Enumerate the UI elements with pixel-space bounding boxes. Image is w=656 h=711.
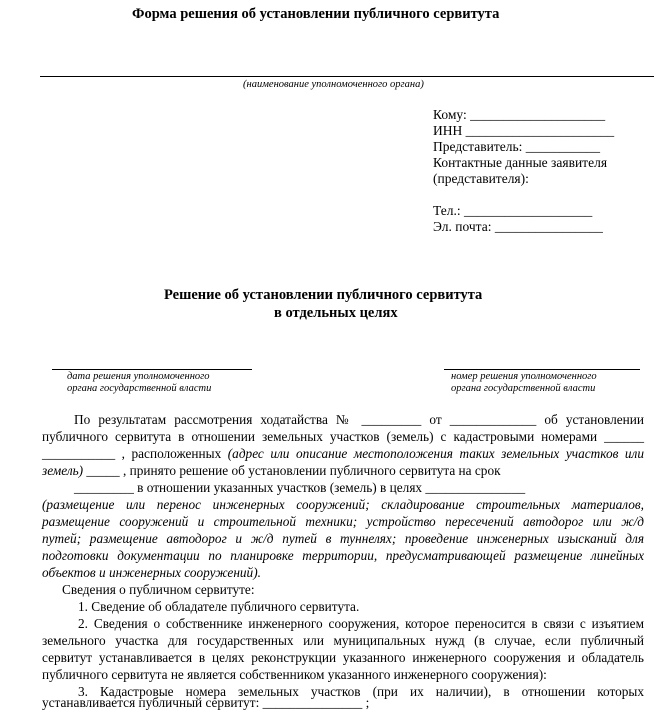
item-2-line: земельного участка для государственных или муниципальных нужд (в случае, если публичный bbox=[42, 633, 644, 648]
body-line: _________ в отношении указанных участков (земель) в целях _______________ bbox=[74, 480, 526, 495]
body-text: ___________ , расположенных bbox=[42, 446, 228, 461]
item-2-line: публичного сервитута не является собственником указанного инженерного сооружения): bbox=[42, 667, 547, 682]
body-text-italic: (адрес или описание местоположения таких земельных участков или bbox=[227, 446, 644, 461]
inn-field: ИНН ______________________ bbox=[433, 123, 615, 138]
item-3-line: устанавливается публичный сервитут: _______________ ; bbox=[42, 695, 370, 710]
purpose-line: объектов и инженерных сооружений). bbox=[42, 565, 261, 580]
contact-label-cont: (представителя): bbox=[433, 171, 529, 186]
purpose-line: путей; размещение автодорог и ж/д путей в туннелях; проведение инженерных изысканий для bbox=[42, 531, 644, 546]
body-line: По результатам рассмотрения ходатайства № _________ от _____________ об установлении bbox=[74, 412, 644, 427]
number-line bbox=[444, 369, 640, 370]
body-text: _____ , принято решение об установлении публичного сервитута на срок bbox=[83, 463, 501, 478]
body-line bbox=[42, 445, 644, 462]
item-2: 2. Сведения о собственнике инженерного сооружения, которое переносится в связи с изъятием bbox=[78, 616, 644, 631]
body-line bbox=[42, 462, 644, 479]
servitude-info-heading: Сведения о публичном сервитуте: bbox=[62, 582, 255, 597]
tel-field: Тел.: ___________________ bbox=[433, 203, 593, 218]
date-line bbox=[52, 369, 252, 370]
body-line: публичного сервитута в отношении земельных участков (земель) с кадастровыми номерами ______ bbox=[42, 429, 644, 444]
representative-field: Представитель: ___________ bbox=[433, 139, 600, 154]
number-caption: номер решения уполномоченного bbox=[451, 371, 597, 382]
purpose-line: размещение сооружений и строительной техники; устройство пересечений автодорог или ж/д bbox=[42, 514, 644, 529]
date-caption-cont: органа государственной власти bbox=[67, 383, 212, 394]
body-text-italic: земель) bbox=[42, 463, 84, 478]
decision-title: Решение об установлении публичного сервитута bbox=[164, 287, 483, 303]
item-3: 3. Кадастровые номера земельных участков (при их наличии), в отношении которых bbox=[78, 684, 644, 699]
form-title: Форма решения об установлении публичного сервитута bbox=[132, 6, 500, 22]
authority-caption: (наименование уполномоченного органа) bbox=[243, 79, 424, 90]
purpose-line: (размещение или перенос инженерных сооружений; складирование строительных материалов, bbox=[42, 497, 644, 512]
decision-subtitle: в отдельных целях bbox=[274, 305, 398, 321]
email-field: Эл. почта: ________________ bbox=[433, 219, 603, 234]
to-field: Кому: ____________________ bbox=[433, 107, 606, 122]
item-2-line: сервитут устанавливается в целях реконструкции указанного инженерного сооружения и обладатель bbox=[42, 650, 644, 665]
number-caption-cont: органа государственной власти bbox=[451, 383, 596, 394]
date-caption: дата решения уполномоченного bbox=[67, 371, 210, 382]
purpose-line: подготовки документации по планировке территории, предусматривающей размещение линейных bbox=[42, 548, 644, 563]
contact-label: Контактные данные заявителя bbox=[433, 155, 608, 170]
item-1: 1. Сведение об обладателе публичного сервитута. bbox=[78, 599, 360, 614]
authority-line bbox=[40, 76, 654, 77]
